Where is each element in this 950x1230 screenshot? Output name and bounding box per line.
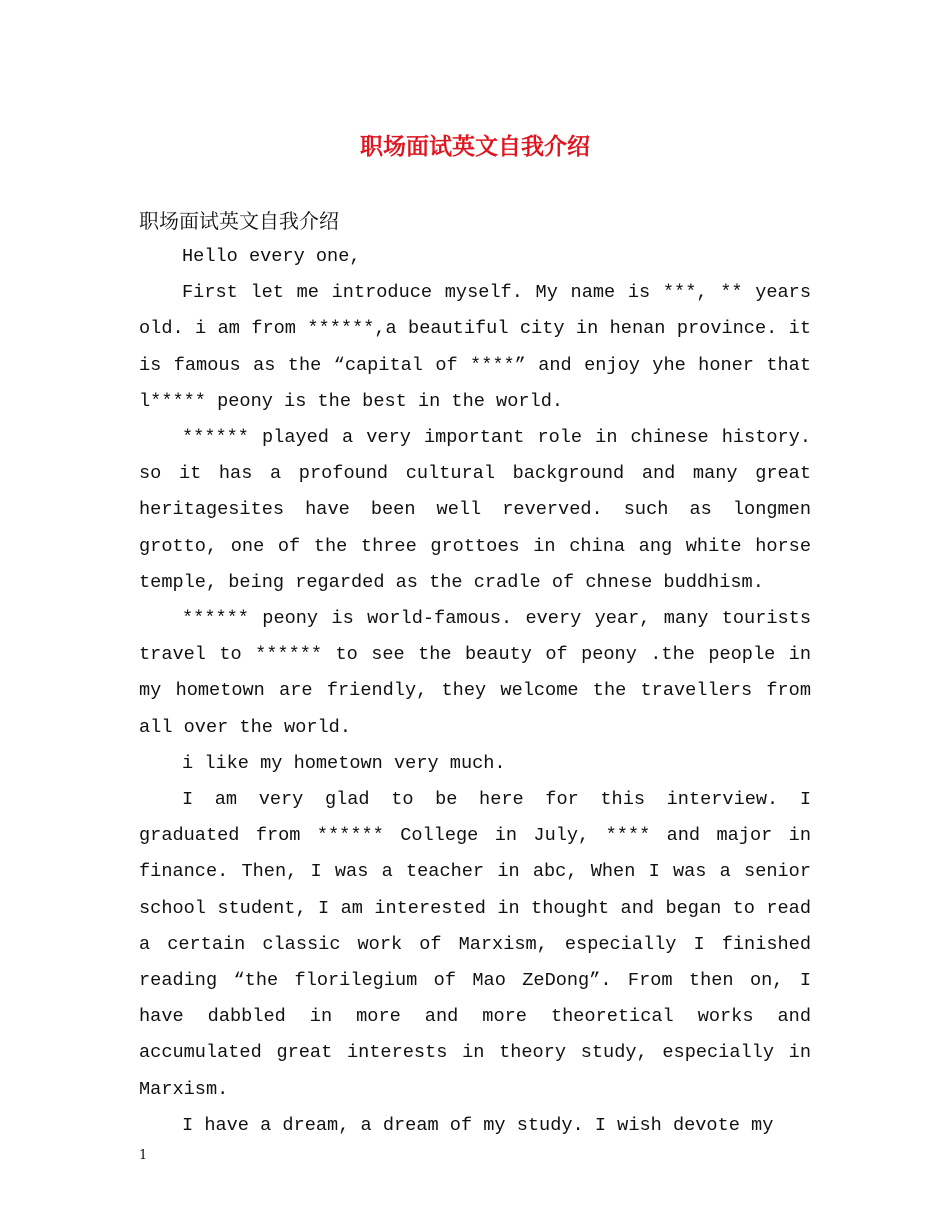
paragraph-peony: ****** peony is world-famous. every year, many tourists travel to ****** to see the beauty of peony .the people in my hometown are friendly, they welcome the travellers from all over the world.: [139, 608, 811, 738]
page-number: 1: [139, 1148, 148, 1163]
paragraph-dream: I have a dream, a dream of my study. I wish devote my: [182, 1114, 774, 1136]
paragraph-history: ****** played a very important role in chinese history. so it has a profound cultural background and many great heritagesites have been well reverved. such as longmen grotto, one of the three grottoes in china ang white horse temple, being regarded as the cradle of chnese buddhism.: [139, 427, 811, 593]
document-title: 职场面试英文自我介绍: [360, 133, 590, 160]
paragraph-greeting: Hello every one,: [182, 246, 361, 267]
paragraph-hometown: i like my hometown very much.: [182, 752, 506, 774]
paragraph-introduction: First let me introduce myself. My name is ***, ** years old. i am from ******,a beautiful city in henan province. it is famous as the “capital of ****” and enjoy yhe honer that l***** peony is the best in the world.: [139, 282, 811, 412]
paragraph-education: I am very glad to be here for this interview. I graduated from ****** College in July, **** and major in finance. Then, I was a teacher in abc, When I was a senior school student, I am interested in thought and began to read a certain classic work of Marxism, especially I finished reading “the florilegium of Mao ZeDong”. From then on, I have dabbled in more and more theoretical works and accumulated great interests in theory study, especially in Marxism.: [139, 789, 811, 1100]
document-body: [139, 203, 811, 1144]
document-subheading: 职场面试英文自我介绍: [139, 209, 339, 233]
